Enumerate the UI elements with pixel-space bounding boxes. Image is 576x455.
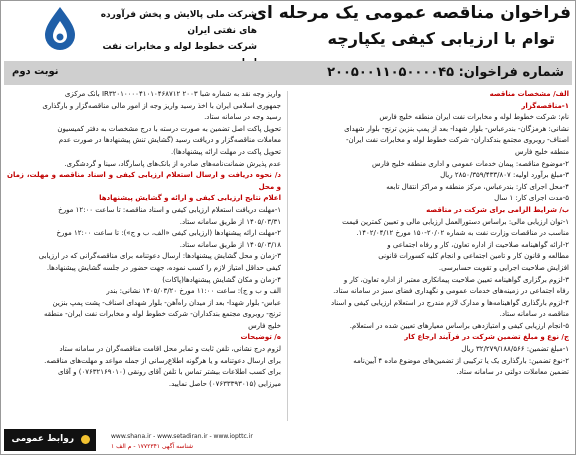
text-line: اصناف- روبروی مجتمع بندکداران- شرکت خطوط لوله و مخابرات نفت ایران-: [345, 136, 569, 145]
ad-number: شناسه آگهی ۱۷۷۲۳۴۱ - م الف ۱: [111, 443, 194, 450]
text-line: ۵-انجام ارزیابی کیفی و امتیازدهی براساس معیارهای تعیین شده در استعلام.: [349, 321, 569, 330]
text-line: ۱-توان ارزیابی مالی: براساس دستورالعمل ارزیابی مالی و تعیین کمترین قیمت: [342, 217, 569, 226]
text-line: تحویل پاکت در مهلت ارائه پیشنهادها).: [170, 147, 281, 156]
text-line: ۲-مهلت ارائه پیشنهادها (ارزیابی کیفی «الف، ب و ج»): تا ساعت ۱۲:۰۰ مورخ: [56, 229, 281, 238]
text-line: مناسب در مناقصات وزارت نفت به شماره ۲۰/۰۲-۱۵۰ مورخ ۱۴۰۲/۰۴/۱۲.: [356, 229, 569, 238]
company-logo-icon: [39, 5, 81, 51]
text-line: ۳-مبلغ برآورد اولیه: ۲۸۵۰/۳۵۹/۴۳۳/۸۰۷ ریال: [440, 171, 569, 180]
public-relations-label: [4, 429, 96, 451]
text-line: ۱-مهلت دریافت استعلام ارزیابی کیفی و اسناد مناقصه: تا ساعت ۱۲:۰۰ مورخ: [58, 205, 281, 214]
text-line: رسید وجه در سامانه ستاد.: [204, 113, 281, 122]
text-line: ۵-مدت اجرای کار: ۱ سال: [494, 194, 569, 203]
section-heading: اعلام نتایج ارزیابی کیفی و ارائه و گشایش پیشنهادها: [99, 194, 281, 203]
section-heading: د/ نحوه دریافت و ارسال استعلام ارزیابی کیفی و اسناد مناقصه و مهلت، زمان و محل: [7, 171, 281, 191]
header: [1, 1, 575, 59]
text-line: عدم پذیرش ضمانت‌نامه‌های صادره از بانک‌های پاسارگاد، سینا و گردشگری.: [64, 159, 281, 168]
text-line: ۳-لزوم برگزاری گواهینامه تعیین صلاحیت پیمانکاری معتبر از اداره تعاون، کار و: [343, 275, 569, 284]
text-line: ۳-زمان و محل گشایش پیشنهادها: ارسال دعوتنامه برای مناقصه‌گرانی که در ارزیابی: [38, 252, 281, 261]
websites: www.shana.ir - www.setadiran.ir - www.iopttc.ir: [111, 433, 253, 440]
tender-number-bar: [4, 61, 572, 85]
text-line: ۲-موضوع مناقصه: پیمان خدمات عمومی و اداری منطقه خلیج فارس: [371, 159, 569, 168]
text-line: الف و ب و ج): ساعت ۱۱:۰۰ مورخ ۱۴۰۵/۰۳/۲۰ نشانی: بندر: [106, 287, 281, 296]
text-line: خلیج فارس: [248, 321, 281, 330]
text-line: کیفی حداقل امتیاز لازم را کسب نموده، جهت حضور در جلسه گشایش پیشنهادها.: [46, 263, 281, 272]
text-line: جمهوری اسلامی ایران با اخذ رسید واریز وجه از امور مالی مناقصه‌گزار و بارگذاری: [42, 101, 281, 110]
text-line: تحویل پاکت اصل تضمین به صورت درسته با درج مشخصات به دفتر کمیسیون: [57, 124, 281, 133]
company-line-1: شرکت ملی پالایش و پخش فرآورده های نفتی ایران: [100, 10, 257, 36]
text-line: برای کسب اطلاعات بیشتر تماس با تلفن آقای رونقی (۰۷۶۳۲۱۶۹۰۱۰) و آقای: [57, 368, 281, 377]
section-heading: ج/ نوع و مبلغ تضمین شرکت در فرآیند ارجاع کار: [404, 333, 569, 342]
text-line: ترنج- روبروی مجتمع بندکداران- شرکت خطوط لوله و مخابرات نفت ایران- منطقه: [43, 310, 281, 319]
text-line: ۲-نوع تضمین: بارگذاری یک یا ترکیبی از تضمین‌های موضوع ماده ۴ آیین‌نامه: [353, 356, 569, 365]
title-line-1: فراخوان مناقصه عمومی یک مرحله ای: [251, 3, 571, 23]
section-heading: ب/ شرایط الزامی برای شرکت در مناقصه: [426, 205, 569, 214]
section-heading: الف/ مشخصات مناقصه: [489, 90, 569, 98]
text-line: منطقه خلیج فارس: [514, 147, 569, 156]
text-line: رفاه اجتماعی در زمینه‌های خدمات عمومی و نگهداری فضای سبز در سامانه ستاد.: [333, 287, 569, 296]
text-line: تضمین معاملات دولتی در سامانه ستاد.: [456, 368, 569, 377]
publication-round: نوبت دوم: [12, 66, 59, 77]
tender-number: شماره فراخوان: ۲۰۰۵۰۰۱۱۰۵۰۰۰۰۴۵: [327, 65, 564, 80]
text-line: ۴-محل اجرای کار: بندرعباس، مرکز منطقه و مراکز انتقال تابعه: [386, 182, 569, 191]
text-line: عباس- بلوار شهدا- بعد از میدان راه‌آهن- بلوار شهدای اصناف- پشت پمپ بنزین: [52, 298, 281, 307]
text-line: نشانی: هرمزگان- بندرعباس- بلوار شهدا- بعد از پمپ بنزین ترنج- بلوار شهدای: [344, 124, 569, 133]
public-relations-dot-icon: [81, 435, 90, 444]
public-relations-text: روابط عمومی: [11, 434, 74, 444]
text-line: برای ارسال دعوتنامه و یا هرگونه اطلاع‌رسانی از جمله مواعد و مهلت‌های مناقصه.: [44, 356, 281, 365]
text-line: ۱۴۰۵/۰۳/۱۸ از طریق سامانه ستاد.: [179, 240, 281, 249]
section-heading: ۱-مناقصه‌گزار: [521, 101, 569, 110]
text-line: مطالعه و قانون کار و تامین اجتماعی و انجام کلیه کسورات قانونی: [378, 252, 569, 261]
text-line: ۲-ارائه گواهینامه صلاحیت از اداره تعاون، کار و رفاه اجتماعی و: [387, 240, 569, 249]
text-line: میرزایی (۰۷۶۳۳۳۹۳۰۱۵) حاصل نمایید.: [168, 379, 281, 388]
text-line: نام: شرکت خطوط لوله و مخابرات نفت ایران منطقه خلیج فارس: [379, 113, 569, 122]
right-column: [287, 89, 569, 429]
text-line: ۴-زمان و مکان گشایش پیشنهادها(پاکات): [162, 275, 281, 284]
text-line: معاملات مناقصه‌گزار و دریافت رسید (گشایش تنش پیشنهادها در صورت عدم: [58, 136, 281, 145]
left-column: [7, 89, 281, 421]
text-line: ۴-لزوم بارگذاری گواهینامه‌ها و مدارک لازم مندرج در استعلام ارزیابی کیفی و اسناد: [330, 298, 569, 307]
text-line: واریز وجه نقد به شماره شبا ۲۰۰۳ IR۳۲۰۱۰۰۰۰۴۱۰۱۰۴۶۸۷۱۲ بانک مرکزی: [64, 90, 281, 98]
text-line: ۱-مبلغ تضمین: ۳۲/۲۷۹/۱۸۸/۵۶۶ ریال: [461, 345, 569, 354]
company-line-2: شرکت خطوط لوله و مخابرات نفت: [102, 42, 257, 52]
text-line: ۱۴۰۵/۰۳/۳۱ از طریق سامانه ستاد.: [179, 217, 281, 226]
text-line: مناقصه در سامانه ستاد.: [499, 310, 569, 319]
section-heading: ه/ توضیحات: [240, 333, 281, 342]
text-line: لزوم درج نشانی، تلفن ثابت و تمابر محل اقامت مناقصه‌گران در سامانه ستاد: [59, 345, 281, 354]
title-line-2: توام با ارزیابی کیفی یکپارچه: [327, 29, 555, 48]
text-line: افزایش صلاحیت اجرایی و تقویت حسابرسی.: [438, 263, 569, 272]
